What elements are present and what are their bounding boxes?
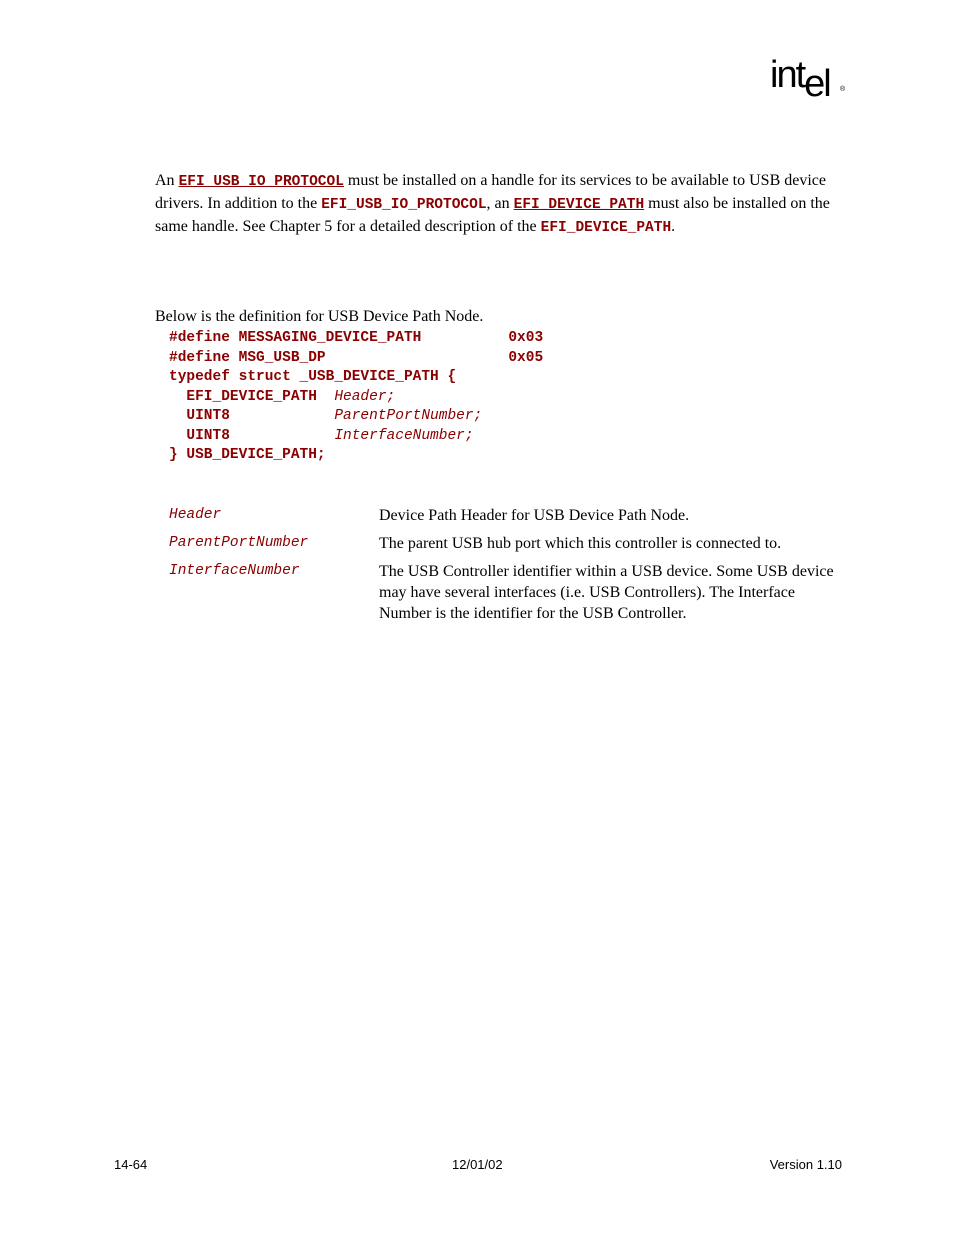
code-line: } USB_DEVICE_PATH; (169, 447, 326, 463)
intel-logo: intel ® (770, 54, 846, 105)
code-field-name: ParentPortNumber; (334, 408, 483, 424)
definition-intro: Below is the definition for USB Device Path Node. (155, 308, 484, 325)
body-paragraph (155, 170, 855, 239)
field-name: ParentPortNumber (169, 535, 309, 551)
code-field-type: EFI_DEVICE_PATH (169, 388, 335, 405)
field-description: The parent USB hub port which this controller is connected to. (379, 535, 782, 552)
efi-device-path-ref: EFI_DEVICE_PATH (540, 220, 672, 236)
paragraph-text: must be installed on a handle for its services to be available to USB device drivers. In addition to the (155, 172, 826, 212)
page-footer (114, 1157, 842, 1177)
footer-version: Version 1.10 (769, 1157, 842, 1172)
paragraph-text: must also be installed on the same handle. See Chapter 5 for a detailed description of the (155, 195, 830, 235)
efi-usb-io-protocol-ref: EFI_USB_IO_PROTOCOL (321, 197, 487, 213)
field-row-interface-number (169, 561, 849, 624)
code-line: #define MSG_USB_DP 0x05 (169, 349, 544, 366)
code-line: #define MESSAGING_DEVICE_PATH 0x03 (169, 330, 544, 346)
footer-date: 12/01/02 (452, 1157, 503, 1172)
registered-mark: ® (840, 86, 846, 93)
page-number: 14-64 (114, 1157, 148, 1172)
code-field-name: InterfaceNumber; (334, 427, 474, 444)
efi-usb-io-protocol-link[interactable]: EFI_USB_IO_PROTOCOL (178, 174, 344, 190)
code-line: typedef struct _USB_DEVICE_PATH { (169, 369, 457, 385)
field-description: Device Path Header for USB Device Path Node. (379, 507, 690, 524)
field-name: InterfaceNumber (169, 563, 300, 579)
paragraph-text: . (671, 218, 676, 235)
field-descriptions (169, 505, 849, 631)
code-field-type: UINT8 (169, 427, 335, 444)
efi-device-path-link[interactable]: EFI_DEVICE_PATH (513, 197, 645, 213)
field-description: The USB Controller identifier within a USB device. Some USB device may have several interfaces (i.e. USB Controllers). The Interface Number is the identifier for the USB Controller. (379, 563, 834, 622)
field-row-header (169, 505, 849, 526)
code-field-name: Header; (334, 388, 396, 405)
paragraph-text: An (155, 172, 179, 189)
code-block (169, 329, 543, 466)
field-row-parent-port-number (169, 533, 849, 554)
field-name: Header (169, 507, 222, 523)
code-field-type: UINT8 (169, 408, 335, 424)
paragraph-text: , an (486, 195, 514, 212)
